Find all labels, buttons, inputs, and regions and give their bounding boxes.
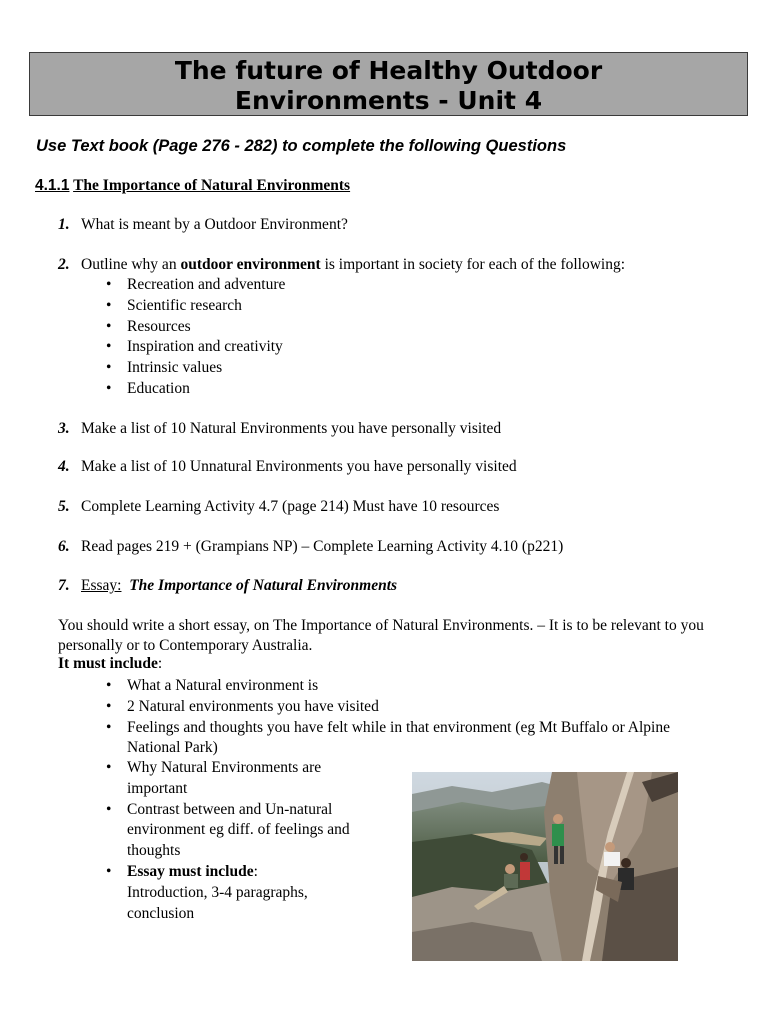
- list-item: • Inspiration and creativity: [106, 337, 285, 358]
- question-text: Complete Learning Activity 4.7 (page 214) Must have 10 resources: [81, 498, 500, 515]
- section-title: The Importance of Natural Environments: [73, 177, 351, 194]
- question-number: 6.: [58, 538, 70, 555]
- essay-title: The Importance of Natural Environments: [129, 577, 398, 594]
- list-item: • Recreation and adventure: [106, 275, 285, 296]
- list-item: • Education: [106, 379, 285, 400]
- question-2: [58, 256, 625, 274]
- question-text: is important in society for each of the following:: [320, 256, 626, 273]
- list-item: • Intrinsic values: [106, 358, 285, 379]
- question-6: [58, 538, 563, 556]
- essay-must-include-label: Essay must include: [127, 862, 254, 880]
- question-bold-text: outdoor environment: [180, 256, 321, 273]
- essay-paragraph: You should write a short essay, on The Importance of Natural Environments. – It is to be relevant to you personally or to Contemporary Australia.: [58, 617, 704, 654]
- question-number: 3.: [58, 420, 70, 437]
- list-item: • Why Natural Environments are important: [106, 758, 358, 800]
- question-3: [58, 420, 501, 438]
- question-4: [58, 458, 517, 476]
- question-number: 4.: [58, 458, 70, 475]
- question-5: [58, 498, 499, 516]
- title-line-1: The future of Healthy Outdoor: [174, 56, 603, 85]
- question-number: 2.: [58, 256, 70, 273]
- essay-must-include-colon: :: [253, 862, 258, 880]
- list-item: • Resources: [106, 317, 285, 338]
- list-item: • Contrast between and Un-natural environment eg diff. of feelings and thoughts: [106, 800, 358, 862]
- list-item: • 2 Natural environments you have visited: [106, 697, 718, 718]
- instructions-subtitle: Use Text book (Page 276 - 282) to complete the following Questions: [36, 137, 567, 155]
- question-text: Make a list of 10 Unnatural Environments you have personally visited: [81, 458, 517, 475]
- document-title: [29, 52, 748, 116]
- list-item: • What a Natural environment is: [106, 676, 718, 697]
- question-1: [58, 216, 348, 234]
- question-text: Outline why an: [81, 256, 181, 273]
- question-text: What is meant by a Outdoor Environment?: [81, 216, 348, 233]
- title-line-2: Environments - Unit 4: [234, 86, 543, 115]
- essay-bullets: [106, 676, 718, 759]
- list-item: • Scientific research: [106, 296, 285, 317]
- essay-structure-text: Introduction, 3-4 paragraphs, conclusion: [127, 883, 308, 922]
- list-item: • Feelings and thoughts you have felt while in that environment (eg Mt Buffalo or Alpine National Park): [106, 718, 718, 760]
- question-7: [58, 577, 397, 595]
- must-include-heading: [58, 655, 162, 673]
- must-include-colon: :: [157, 655, 163, 672]
- mountain-hikers-photo: [412, 772, 678, 961]
- section-heading: [35, 177, 350, 195]
- photo-illustration: [412, 772, 678, 961]
- essay-label: Essay:: [81, 577, 122, 594]
- essay-bullets-continued: [106, 758, 358, 924]
- list-item: [106, 862, 358, 924]
- question-text: Read pages 219 + (Grampians NP) – Complete Learning Activity 4.10 (p221): [81, 538, 564, 555]
- question-text: Make a list of 10 Natural Environments you have personally visited: [81, 420, 502, 437]
- question-2-bullets: [106, 275, 285, 400]
- must-include-label: It must include: [58, 655, 158, 672]
- question-number: 7.: [58, 577, 70, 594]
- question-number: 5.: [58, 498, 70, 515]
- question-number: 1.: [58, 216, 70, 233]
- section-number: 4.1.1: [35, 177, 70, 194]
